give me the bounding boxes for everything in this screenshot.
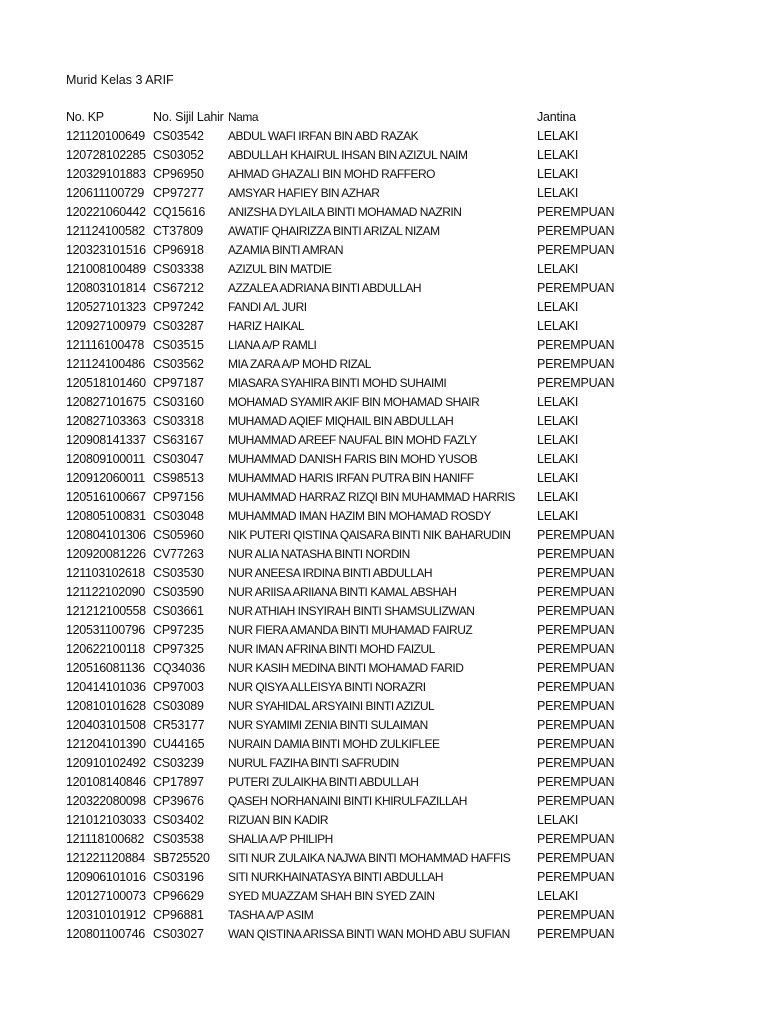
table-row	[66, 279, 626, 298]
cell-jantina: PEREMPUAN	[537, 851, 615, 865]
cell-jantina: LELAKI	[537, 452, 579, 466]
cell-no-sijil: CS03538	[153, 832, 204, 846]
cell-no-sijil: CS03048	[153, 509, 204, 523]
cell-no-sijil: CP96629	[153, 889, 204, 903]
cell-nama: MOHAMAD SYAMIR AKIF BIN MOHAMAD SHAIR	[228, 395, 480, 409]
cell-no-sijil: CP97242	[153, 300, 204, 314]
table-row	[66, 564, 626, 583]
cell-no-sijil: CP97277	[153, 186, 204, 200]
cell-no-kp: 120322080098	[66, 794, 146, 808]
table-row	[66, 659, 626, 678]
cell-nama: MIASARA SYAHIRA BINTI MOHD SUHAIMI	[228, 376, 447, 390]
cell-no-kp: 120414101036	[66, 680, 146, 694]
cell-no-kp: 121212100558	[66, 604, 146, 618]
cell-no-sijil: CP97325	[153, 642, 204, 656]
cell-nama: MUHAMMAD IMAN HAZIM BIN MOHAMAD ROSDY	[228, 509, 491, 523]
table-row	[66, 887, 626, 906]
cell-no-sijil: CS03515	[153, 338, 204, 352]
table-row	[66, 925, 626, 944]
cell-no-kp: 120728102285	[66, 148, 146, 162]
cell-jantina: LELAKI	[537, 148, 579, 162]
cell-nama: PUTERI ZULAIKHA BINTI ABDULLAH	[228, 775, 419, 789]
cell-no-sijil: CR53177	[153, 718, 205, 732]
table-row	[66, 298, 626, 317]
cell-nama: MUHAMAD AQIEF MIQHAIL BIN ABDULLAH	[228, 414, 454, 428]
cell-jantina: PEREMPUAN	[537, 775, 615, 789]
table-row	[66, 716, 626, 735]
table-row	[66, 488, 626, 507]
cell-no-sijil: CP96950	[153, 167, 204, 181]
cell-no-kp: 120323101516	[66, 243, 146, 257]
cell-no-kp: 120531100796	[66, 623, 145, 637]
cell-nama: MUHAMMAD HARRAZ RIZQI BIN MUHAMMAD HARRIS	[228, 490, 515, 504]
table-row	[66, 336, 626, 355]
cell-no-sijil: CP17897	[153, 775, 204, 789]
cell-no-sijil: CS03562	[153, 357, 204, 371]
header-no-sijil: No. Sijil Lahir	[153, 110, 224, 124]
cell-no-kp: 120906101016	[66, 870, 146, 884]
table-row	[66, 127, 626, 146]
cell-jantina: PEREMPUAN	[537, 623, 615, 637]
cell-jantina: PEREMPUAN	[537, 908, 615, 922]
cell-no-sijil: SB725520	[153, 851, 210, 865]
cell-no-kp: 121204101390	[66, 737, 146, 751]
cell-no-kp: 120516100667	[66, 490, 146, 504]
cell-no-kp: 120910102492	[66, 756, 146, 770]
cell-jantina: PEREMPUAN	[537, 376, 615, 390]
cell-no-sijil: CS67212	[153, 281, 204, 295]
cell-nama: ABDUL WAFI IRFAN BIN ABD RAZAK	[228, 129, 419, 143]
cell-jantina: PEREMPUAN	[537, 585, 615, 599]
cell-no-sijil: CS63167	[153, 433, 204, 447]
cell-no-kp: 120329101883	[66, 167, 146, 181]
cell-no-sijil: CS98513	[153, 471, 204, 485]
cell-no-kp: 120827103363	[66, 414, 146, 428]
cell-no-sijil: CP97003	[153, 680, 204, 694]
cell-no-kp: 120622100118	[66, 642, 145, 656]
cell-no-kp: 120527101323	[66, 300, 146, 314]
cell-no-kp: 120221060442	[66, 205, 146, 219]
table-row	[66, 868, 626, 887]
cell-no-kp: 121221120884	[66, 851, 145, 865]
cell-no-sijil: CS03530	[153, 566, 204, 580]
cell-jantina: PEREMPUAN	[537, 756, 615, 770]
table-row	[66, 621, 626, 640]
table-body	[66, 127, 626, 944]
table-row	[66, 526, 626, 545]
cell-no-sijil: CS03318	[153, 414, 204, 428]
cell-no-kp: 120908141337	[66, 433, 146, 447]
table-row	[66, 735, 626, 754]
cell-nama: ANIZSHA DYLAILA BINTI MOHAMAD NAZRIN	[228, 205, 462, 219]
table-row	[66, 431, 626, 450]
cell-nama: TASHA A/P ASIM	[228, 908, 314, 922]
cell-no-sijil: CS03287	[153, 319, 204, 333]
cell-no-kp: 120801100746	[66, 927, 145, 941]
cell-jantina: LELAKI	[537, 300, 579, 314]
student-table	[66, 108, 626, 944]
cell-no-sijil: CP97187	[153, 376, 204, 390]
table-row	[66, 545, 626, 564]
cell-jantina: PEREMPUAN	[537, 927, 615, 941]
cell-nama: NUR QISYA ALLEISYA BINTI NORAZRI	[228, 680, 426, 694]
cell-jantina: LELAKI	[537, 813, 579, 827]
cell-jantina: PEREMPUAN	[537, 642, 615, 656]
table-row	[66, 773, 626, 792]
cell-jantina: PEREMPUAN	[537, 281, 615, 295]
table-row	[66, 640, 626, 659]
cell-nama: MIA ZARA A/P MOHD RIZAL	[228, 357, 371, 371]
cell-no-kp: 120803101814	[66, 281, 146, 295]
table-row	[66, 830, 626, 849]
cell-jantina: LELAKI	[537, 490, 579, 504]
table-row	[66, 393, 626, 412]
cell-no-sijil: CT37809	[153, 224, 204, 238]
cell-no-sijil: CS05960	[153, 528, 204, 542]
cell-no-kp: 120310101912	[66, 908, 146, 922]
cell-no-kp: 121103102618	[66, 566, 145, 580]
cell-nama: NUR ANEESA IRDINA BINTI ABDULLAH	[228, 566, 433, 580]
cell-nama: WAN QISTINA ARISSA BINTI WAN MOHD ABU SUFIAN	[228, 927, 510, 941]
cell-no-kp: 121012103033	[66, 813, 146, 827]
cell-jantina: PEREMPUAN	[537, 205, 615, 219]
table-row	[66, 146, 626, 165]
cell-jantina: LELAKI	[537, 509, 579, 523]
cell-no-kp: 120927100979	[66, 319, 146, 333]
cell-no-kp: 120108140846	[66, 775, 146, 789]
cell-nama: AMSYAR HAFIEY BIN AZHAR	[228, 186, 380, 200]
cell-no-sijil: CP97156	[153, 490, 204, 504]
cell-no-kp: 120127100073	[66, 889, 146, 903]
cell-nama: MUHAMMAD DANISH FARIS BIN MOHD YUSOB	[228, 452, 478, 466]
cell-jantina: LELAKI	[537, 395, 579, 409]
table-row	[66, 317, 626, 336]
cell-no-sijil: CP97235	[153, 623, 204, 637]
table-row	[66, 697, 626, 716]
cell-nama: SYED MUAZZAM SHAH BIN SYED ZAIN	[228, 889, 435, 903]
cell-no-kp: 120810101628	[66, 699, 146, 713]
header-nama: Nama	[228, 110, 259, 124]
cell-no-kp: 120611100729	[66, 186, 144, 200]
cell-no-sijil: CS03239	[153, 756, 204, 770]
cell-nama: AZIZUL BIN MATDIE	[228, 262, 332, 276]
cell-no-kp: 120827101675	[66, 395, 146, 409]
table-row	[66, 602, 626, 621]
table-row	[66, 355, 626, 374]
cell-nama: NUR ARIISA ARIIANA BINTI KAMAL ABSHAH	[228, 585, 457, 599]
cell-no-kp: 120809100011	[66, 452, 145, 466]
cell-no-sijil: CS03027	[153, 927, 204, 941]
table-row	[66, 469, 626, 488]
cell-no-kp: 121124100582	[66, 224, 145, 238]
cell-jantina: PEREMPUAN	[537, 737, 615, 751]
cell-nama: RIZUAN BIN KADIR	[228, 813, 329, 827]
cell-no-sijil: CS03590	[153, 585, 204, 599]
cell-nama: NURAIN DAMIA BINTI MOHD ZULKIFLEE	[228, 737, 440, 751]
cell-nama: NUR ATHIAH INSYIRAH BINTI SHAMSULIZWAN	[228, 604, 475, 618]
table-row	[66, 450, 626, 469]
table-row	[66, 241, 626, 260]
cell-nama: NUR ALIA NATASHA BINTI NORDIN	[228, 547, 410, 561]
cell-no-kp: 120912060011	[66, 471, 145, 485]
cell-no-kp: 120920081226	[66, 547, 146, 561]
cell-jantina: PEREMPUAN	[537, 870, 615, 884]
table-row	[66, 507, 626, 526]
cell-jantina: PEREMPUAN	[537, 661, 615, 675]
table-row	[66, 260, 626, 279]
cell-no-kp: 121116100478	[66, 338, 144, 352]
cell-no-sijil: CQ34036	[153, 661, 206, 675]
table-row	[66, 754, 626, 773]
cell-no-kp: 120403101508	[66, 718, 146, 732]
table-row	[66, 374, 626, 393]
cell-no-sijil: CS03160	[153, 395, 204, 409]
cell-jantina: LELAKI	[537, 186, 579, 200]
cell-no-sijil: CS03661	[153, 604, 204, 618]
cell-nama: NUR IMAN AFRINA BINTI MOHD FAIZUL	[228, 642, 435, 656]
header-jantina: Jantina	[537, 110, 576, 124]
cell-no-kp: 121008100489	[66, 262, 146, 276]
cell-nama: MUHAMMAD HARIS IRFAN PUTRA BIN HANIFF	[228, 471, 474, 485]
table-row	[66, 222, 626, 241]
cell-no-sijil: CS03089	[153, 699, 204, 713]
cell-nama: AHMAD GHAZALI BIN MOHD RAFFERO	[228, 167, 436, 181]
cell-nama: HARIZ HAIKAL	[228, 319, 305, 333]
cell-no-sijil: CP96881	[153, 908, 204, 922]
cell-nama: QASEH NORHANAINI BINTI KHIRULFAZILLAH	[228, 794, 467, 808]
cell-jantina: PEREMPUAN	[537, 680, 615, 694]
cell-nama: AWATIF QHAIRIZZA BINTI ARIZAL NIZAM	[228, 224, 440, 238]
cell-nama: NIK PUTERI QISTINA QAISARA BINTI NIK BAHARUDIN	[228, 528, 511, 542]
cell-no-sijil: CU44165	[153, 737, 205, 751]
cell-no-sijil: CS03047	[153, 452, 204, 466]
cell-jantina: LELAKI	[537, 167, 579, 181]
cell-jantina: PEREMPUAN	[537, 718, 615, 732]
cell-no-kp: 120804101306	[66, 528, 146, 542]
cell-jantina: LELAKI	[537, 129, 579, 143]
cell-nama: NUR SYAHIDAL ARSYAINI BINTI AZIZUL	[228, 699, 435, 713]
cell-no-kp: 121120100649	[66, 129, 145, 143]
table-row	[66, 906, 626, 925]
table-row	[66, 412, 626, 431]
cell-no-sijil: CS03196	[153, 870, 204, 884]
cell-nama: LIANA A/P RAMLI	[228, 338, 317, 352]
sheet-title: Murid Kelas 3 ARIF	[66, 73, 174, 87]
table-row	[66, 203, 626, 222]
cell-no-sijil: CS03542	[153, 129, 204, 143]
cell-no-sijil: CS03052	[153, 148, 204, 162]
cell-nama: NURUL FAZIHA BINTI SAFRUDIN	[228, 756, 399, 770]
cell-jantina: PEREMPUAN	[537, 528, 615, 542]
cell-nama: SITI NURKHAINATASYA BINTI ABDULLAH	[228, 870, 444, 884]
cell-jantina: LELAKI	[537, 433, 579, 447]
table-header-row	[66, 108, 626, 127]
cell-jantina: LELAKI	[537, 414, 579, 428]
cell-jantina: PEREMPUAN	[537, 243, 615, 257]
cell-jantina: PEREMPUAN	[537, 338, 615, 352]
cell-no-kp: 120516081136	[66, 661, 145, 675]
cell-no-sijil: CS03402	[153, 813, 204, 827]
cell-no-kp: 121122102090	[66, 585, 145, 599]
cell-nama: NUR SYAMIMI ZENIA BINTI SULAIMAN	[228, 718, 428, 732]
cell-jantina: PEREMPUAN	[537, 357, 615, 371]
cell-nama: AZAMIA BINTI AMRAN	[228, 243, 344, 257]
cell-nama: FANDI A/L JURI	[228, 300, 307, 314]
cell-jantina: LELAKI	[537, 889, 579, 903]
cell-jantina: PEREMPUAN	[537, 699, 615, 713]
cell-no-sijil: CP96918	[153, 243, 204, 257]
cell-no-kp: 121118100682	[66, 832, 144, 846]
cell-nama: NUR FIERA AMANDA BINTI MUHAMAD FAIRUZ	[228, 623, 473, 637]
cell-no-kp: 121124100486	[66, 357, 145, 371]
table-row	[66, 811, 626, 830]
cell-jantina: PEREMPUAN	[537, 566, 615, 580]
cell-jantina: PEREMPUAN	[537, 794, 615, 808]
cell-jantina: LELAKI	[537, 319, 579, 333]
cell-nama: SITI NUR ZULAIKA NAJWA BINTI MOHAMMAD HAFFIS	[228, 851, 511, 865]
cell-jantina: PEREMPUAN	[537, 604, 615, 618]
cell-nama: AZZALEA ADRIANA BINTI ABDULLAH	[228, 281, 422, 295]
cell-jantina: LELAKI	[537, 262, 579, 276]
table-row	[66, 792, 626, 811]
cell-nama: MUHAMMAD AREEF NAUFAL BIN MOHD FAZLY	[228, 433, 477, 447]
table-row	[66, 678, 626, 697]
cell-nama: ABDULLAH KHAIRUL IHSAN BIN AZIZUL NAIM	[228, 148, 468, 162]
cell-jantina: LELAKI	[537, 471, 579, 485]
cell-no-sijil: CV77263	[153, 547, 204, 561]
cell-jantina: PEREMPUAN	[537, 832, 615, 846]
cell-no-sijil: CS03338	[153, 262, 204, 276]
table-row	[66, 165, 626, 184]
cell-jantina: PEREMPUAN	[537, 547, 615, 561]
cell-no-kp: 120518101460	[66, 376, 146, 390]
cell-no-sijil: CQ15616	[153, 205, 206, 219]
cell-nama: SHALIA A/P PHILIPH	[228, 832, 333, 846]
table-row	[66, 849, 626, 868]
header-no-kp: No. KP	[66, 110, 104, 124]
cell-no-sijil: CP39676	[153, 794, 204, 808]
table-row	[66, 184, 626, 203]
table-row	[66, 583, 626, 602]
cell-no-kp: 120805100831	[66, 509, 146, 523]
cell-jantina: PEREMPUAN	[537, 224, 615, 238]
cell-nama: NUR KASIH MEDINA BINTI MOHAMAD FARID	[228, 661, 464, 675]
